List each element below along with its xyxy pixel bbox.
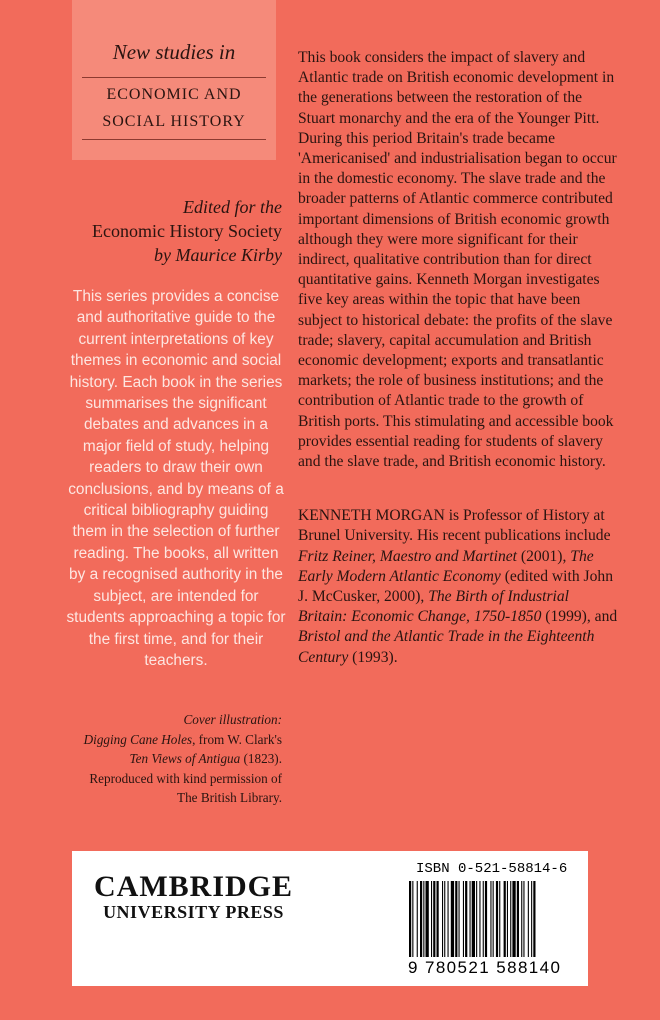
barcode-bar (485, 881, 487, 957)
cover-illustration-credit (62, 710, 282, 808)
author-bio-text: (1993). (348, 648, 398, 666)
author-bio (298, 506, 618, 668)
author-bio-text: (2001), (517, 547, 571, 565)
barcode-bar (409, 881, 411, 957)
barcode-bar (426, 881, 429, 957)
barcode-bar (493, 881, 494, 957)
barcode-bar (433, 881, 435, 957)
author-work-title: Fritz Reiner, Maestro and Martinet (298, 547, 518, 565)
barcode-bar (442, 881, 443, 957)
barcode-bar (523, 881, 524, 957)
cover-permission: Reproduced with kind permission of (89, 770, 282, 786)
book-description: This book considers the impact of slavery and Atlantic trade on British economic development in the generations between the restoration of the Stuart monarchy and the era of the Younger Pitt. During this period Britain's trade became 'Americanised' and industrialisation began to occur in the domestic economy. The slave trade and the broader patterns of Atlantic commerce contributed important dimensions of British economic growth although they were more significant for their indirect, qualitative contribution than for direct quantitative gains. Kenneth Morgan investigates five key areas within the topic that have been subject to historical debate: the profits of the slave trade; slavery, capital accumulation and British economic development; exports and transatlantic markets; the role of business institutions; and the contribution of Atlantic trade to the growth of British ports. This stimulating and accessible book provides essential reading for students of slavery and the slave trade, and British economic history. (298, 49, 617, 471)
author-bio-text: (edited with John J. McCusker, 2000), (298, 567, 613, 606)
barcode-bar (507, 881, 508, 957)
barcode-bar (528, 881, 529, 957)
barcode-bar (448, 881, 449, 957)
cover-from: , from W. Clark's (192, 731, 282, 747)
barcode (408, 881, 584, 957)
barcode-bar (472, 881, 475, 957)
cover-year: (1823). (240, 751, 282, 766)
barcode-bar (533, 881, 535, 957)
barcode-bar (455, 881, 457, 957)
barcode-bar (490, 881, 491, 957)
series-description: This series provides a concise and authoritative guide to the current interpretations of key themes in economic and social history. Each book in the series summarises the significant debates and advances in a major field of study, helping readers to draw their own conclusions, and by means of a critical bibliography guiding them in the selection of further reading. The books, all written by a recognised authority in the subject, are intended for students approaching a topic for the first time, and for their teachers. (66, 288, 286, 669)
barcode-bar (420, 881, 422, 957)
barcode-bar (463, 881, 464, 957)
barcode-bar (417, 881, 418, 957)
barcode-bar (459, 881, 460, 957)
barcode-bar (470, 881, 471, 957)
barcode-bar (423, 881, 424, 957)
author-bio-text: KENNETH MORGAN is Professor of History at Brunel University. His recent publications include (298, 507, 611, 545)
edited-for-label: Edited for the (183, 197, 282, 217)
series-title-line-2: SOCIAL HISTORY (102, 113, 246, 130)
cover-title: Digging Cane Holes (83, 731, 193, 747)
series-title (72, 78, 276, 138)
cover-source: Ten Views of Antigua (129, 751, 241, 766)
editor-name: by Maurice Kirby (154, 245, 282, 265)
barcode-bar (510, 881, 511, 957)
blurb-column (298, 48, 618, 668)
barcode-bar (521, 881, 522, 957)
author-work-title: The Early Modern Atlantic Economy (298, 547, 594, 585)
barcode-bar (476, 881, 477, 957)
barcode-bar (531, 881, 532, 957)
publisher-name: CAMBRIDGE (94, 870, 294, 903)
editor-credit (60, 195, 282, 267)
barcode-bar (479, 881, 480, 957)
ean-number: 9 780521 588140 (408, 958, 562, 977)
barcode-bar (465, 881, 467, 957)
series-box (72, 0, 276, 160)
barcode-bar (412, 881, 413, 957)
isbn-label: ISBN 0-521-58814-6 (416, 861, 568, 877)
society-name: Economic History Society (92, 221, 282, 241)
barcode-bar (512, 881, 515, 957)
publisher-subname: UNIVERSITY PRESS (103, 902, 284, 922)
barcode-bar (517, 881, 519, 957)
series-subtitle: New studies in (112, 40, 236, 64)
cover-library: The British Library. (177, 790, 282, 805)
cover-label: Cover illustration: (183, 712, 282, 727)
author-work-title: Bristol and the Atlantic Trade in the Eighteenth Century (298, 628, 595, 666)
barcode-bar (437, 881, 439, 957)
publisher-box (72, 851, 588, 986)
barcode-bar (483, 881, 484, 957)
barcode-bar (431, 881, 432, 957)
publisher-logo (94, 872, 293, 922)
barcode-bar (451, 881, 454, 957)
barcode-bar (496, 881, 498, 957)
author-bio-text: (1999), and (541, 608, 618, 626)
series-rule-bottom (82, 139, 266, 140)
barcode-bar (444, 881, 445, 957)
series-title-line-1: ECONOMIC AND (106, 86, 242, 103)
barcode-bar (504, 881, 506, 957)
author-work-title: The Birth of Industrial Britain: Economic Change, 1750-1850 (298, 588, 569, 626)
barcode-bar (499, 881, 500, 957)
